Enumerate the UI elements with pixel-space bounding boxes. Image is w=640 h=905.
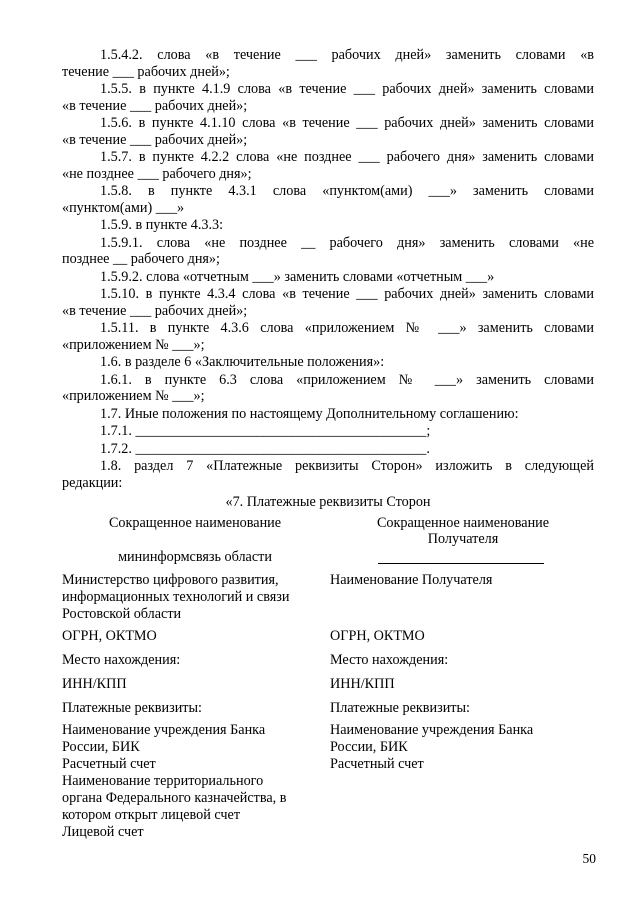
clause-line: 1.5.6. в пункте 4.1.10 слова «в течение ___ рабочих дней» заменить словами [100, 115, 594, 131]
clause-line: 1.8. раздел 7 «Платежные реквизиты Сторон» изложить в следующей [100, 458, 594, 474]
left-bank-line: органа Федерального казначейства, в [62, 790, 287, 806]
left-bank-line: Лицевой счет [62, 824, 144, 840]
clause-line-continued: «не позднее ___ рабочего дня»; [62, 165, 252, 182]
left-requisites: Платежные реквизиты: [62, 700, 202, 716]
right-ogrn: ОГРН, ОКТМО [330, 628, 425, 644]
right-bank-line: России, БИК [330, 739, 408, 755]
left-org-line: Министерство цифрового развития, [62, 572, 279, 588]
right-header-line2: Получателя [427, 531, 499, 547]
clause-line: 1.5.9. в пункте 4.3.3: [100, 217, 224, 233]
clause-line: 1.5.10. в пункте 4.3.4 слова «в течение ___ рабочих дней» заменить словами [100, 286, 594, 302]
left-ogrn: ОГРН, ОКТМО [62, 628, 157, 644]
clause-line-continued: «в течение ___ рабочих дней»; [62, 302, 248, 319]
left-org-name [62, 572, 289, 623]
left-bank-line: Наименование территориального [62, 773, 264, 789]
clause-item [62, 406, 594, 423]
clause-item [62, 458, 594, 491]
left-bank-line: России, БИК [62, 739, 140, 755]
clause-line-continued: редакции: [62, 474, 123, 491]
clause-line: 1.5.8. в пункте 4.3.1 слова «пунктом(ами) ___» заменить словами [100, 183, 594, 199]
clause-line: 1.6. в разделе 6 «Заключительные положения»: [100, 354, 385, 370]
clause-line-continued: «в течение ___ рабочих дней»; [62, 97, 248, 114]
clause-item [62, 217, 594, 234]
right-bank-line: Наименование учреждения Банка [330, 722, 534, 738]
clause-line: 1.5.5. в пункте 4.1.9 слова «в течение ___ рабочих дней» заменить словами [100, 81, 594, 97]
left-bank-details [62, 722, 286, 841]
right-header-line1: Сокращенное наименование [376, 515, 550, 531]
left-inn: ИНН/КПП [62, 676, 127, 692]
right-bank-line: Расчетный счет [330, 756, 424, 772]
left-bank-line: Расчетный счет [62, 756, 156, 772]
right-org-line: Наименование Получателя [330, 572, 493, 588]
clause-item [62, 183, 594, 216]
left-bank-line: Наименование учреждения Банка [62, 722, 266, 738]
left-header-line2: мининформсвязь области [118, 549, 272, 565]
page-number: 50 [582, 851, 596, 866]
left-header-line1: Сокращенное наименование [108, 515, 282, 531]
clause-item [62, 81, 594, 114]
section-title: «7. Платежные реквизиты Сторон [225, 494, 431, 510]
clause-item [62, 269, 594, 286]
clause-item [62, 441, 594, 458]
clause-line-continued: «пунктом(ами) ___» [62, 199, 185, 216]
right-location: Место нахождения: [330, 652, 449, 668]
right-inn: ИНН/КПП [330, 676, 395, 692]
clause-line-continued: «в течение ___ рабочих дней»; [62, 131, 248, 148]
clause-line-continued: «приложением № ___»; [62, 336, 205, 353]
clause-line: 1.7. Иные положения по настоящему Дополнительному соглашению: [100, 405, 519, 422]
clause-item [62, 286, 594, 319]
right-bank-details [330, 722, 533, 773]
clause-line: 1.7.2. _________________________________________. [100, 440, 430, 457]
clause-item [62, 423, 594, 440]
clause-item [62, 372, 594, 405]
right-org-name [330, 572, 492, 589]
clause-line-continued: «приложением № ___»; [62, 388, 205, 404]
clause-line: 1.5.11. в пункте 4.3.6 слова «приложением № ___» заменить словами [100, 320, 594, 336]
clause-item [62, 354, 594, 371]
clause-line: 1.5.7. в пункте 4.2.2 слова «не позднее ___ рабочего дня» заменить словами [100, 149, 594, 165]
clause-line-continued: позднее __ рабочего дня»; [62, 251, 220, 267]
clause-item [62, 320, 594, 353]
clause-item [62, 47, 594, 80]
clause-line: 1.5.9.1. слова «не позднее __ рабочего дня» заменить словами «не [100, 234, 594, 251]
clause-line: 1.5.4.2. слова «в течение ___ рабочих дней» заменить словами «в [100, 47, 594, 63]
clause-line: 1.5.9.2. слова «отчетным ___» заменить словами «отчетным ___» [100, 268, 495, 285]
clause-line: 1.6.1. в пункте 6.3 слова «приложением № ___» заменить словами [100, 371, 594, 388]
left-location: Место нахождения: [62, 652, 181, 668]
clause-item [62, 235, 594, 268]
clause-line: 1.7.1. _________________________________________; [100, 423, 431, 439]
clause-line-continued: течение ___ рабочих дней»; [62, 63, 230, 80]
right-requisites: Платежные реквизиты: [330, 700, 470, 716]
left-org-line: информационных технологий и связи [62, 589, 290, 605]
clause-item [62, 115, 594, 148]
recipient-name-underline [378, 563, 544, 564]
left-org-line: Ростовской области [62, 606, 182, 622]
clause-item [62, 149, 594, 182]
left-bank-line: котором открыт лицевой счет [62, 807, 241, 823]
